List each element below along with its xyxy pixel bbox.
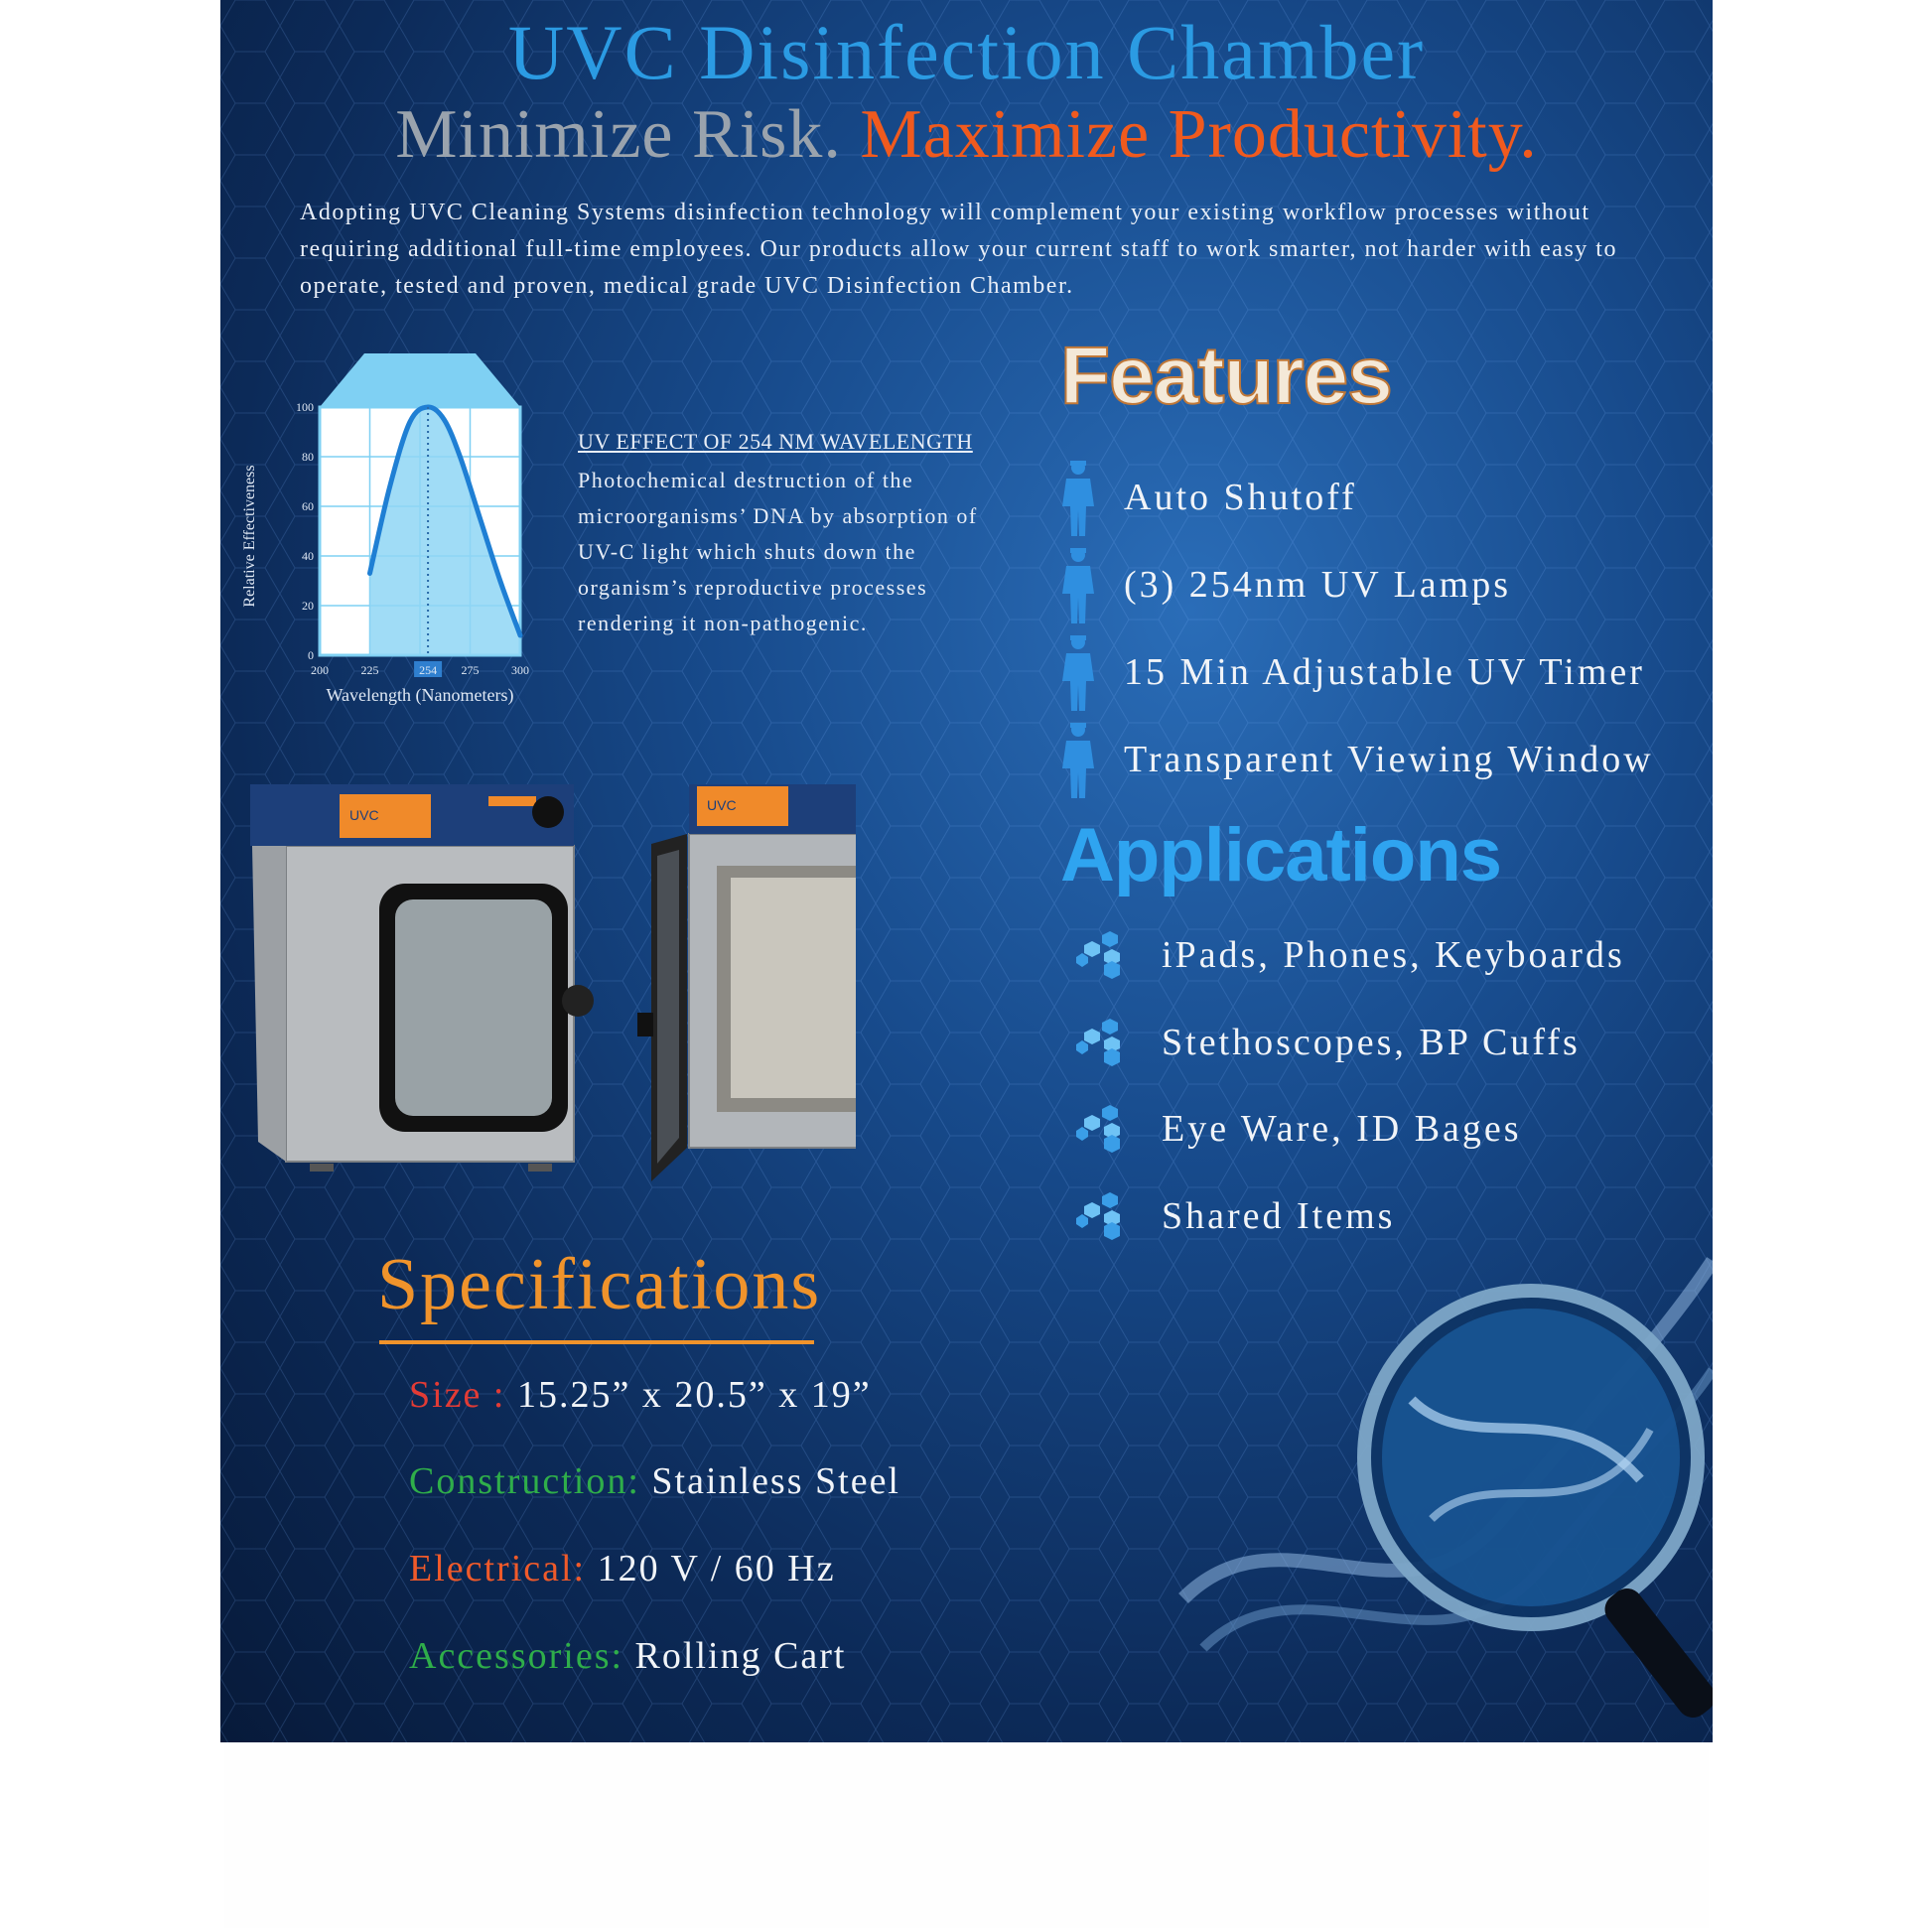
spec-accessories	[409, 1634, 847, 1678]
chart-x-tick-label: 254	[419, 663, 438, 677]
dna-magnifier-illustration	[1144, 1221, 1713, 1742]
feature-item	[1060, 721, 1654, 798]
spec-construction-value: Stainless Steel	[651, 1460, 900, 1502]
tagline-maximize: Maximize Productivity.	[860, 96, 1538, 173]
application-label: iPads, Phones, Keyboards	[1162, 934, 1625, 976]
svg-text:UVC: UVC	[707, 797, 737, 813]
chart-y-tick-label: 0	[308, 648, 314, 662]
specifications-heading: Specifications	[377, 1244, 822, 1325]
feature-item	[1060, 546, 1511, 623]
hexagon-cluster-icon	[1074, 1192, 1130, 1240]
applications-heading: Applications	[1060, 813, 1502, 897]
spec-electrical-label: Electrical:	[409, 1548, 587, 1589]
flyer-banner	[220, 0, 1713, 1742]
intro-paragraph: Adopting UVC Cleaning Systems disinfection technology will complement your existing workflow processes without requiring additional full-time employees. Our products allow your current staff to work smarter, not harder with easy to operate, tested and proven, medical grade UVC Disinfection Chamber.	[300, 200, 1617, 299]
chart-x-tick-label: 225	[360, 663, 379, 677]
chart-x-tick-label: 300	[511, 663, 529, 677]
uv-effect-heading: UV EFFECT OF 254 NM WAVELENGTH	[578, 429, 973, 454]
blank-footer-area	[224, 1743, 1709, 1928]
chart-x-axis-label: Wavelength (Nanometers)	[326, 685, 514, 705]
chart-x-tick-label: 275	[461, 663, 480, 677]
feature-item	[1060, 459, 1357, 536]
chart-y-tick-label: 40	[302, 549, 314, 563]
spec-accessories-value: Rolling Cart	[634, 1635, 847, 1677]
features-heading: Features	[1060, 331, 1392, 421]
spec-construction-label: Construction:	[409, 1460, 640, 1502]
specifications-underline	[379, 1340, 814, 1344]
hexagon-cluster-icon	[1074, 1105, 1130, 1153]
chart-y-tick-label: 60	[302, 499, 314, 513]
flyer-sheet	[220, 0, 1713, 1932]
chart-y-ticks	[296, 400, 314, 662]
person-icon	[1060, 633, 1096, 711]
application-label: Stethoscopes, BP Cuffs	[1162, 1022, 1581, 1063]
feature-item	[1060, 633, 1645, 711]
application-item	[1074, 931, 1625, 979]
application-item	[1074, 1105, 1522, 1153]
tagline	[220, 95, 1713, 175]
chamber-open	[637, 784, 856, 1181]
feature-label: 15 Min Adjustable UV Timer	[1124, 651, 1645, 693]
chart-y-tick-label: 20	[302, 599, 314, 613]
chart-x-ticks	[311, 661, 529, 677]
spec-accessories-label: Accessories:	[409, 1635, 624, 1677]
feature-label: Transparent Viewing Window	[1124, 739, 1654, 780]
chart-x-tick-label: 200	[311, 663, 329, 677]
spec-size-value: 15.25” x 20.5” x 19”	[516, 1374, 872, 1416]
person-icon	[1060, 459, 1096, 536]
feature-label: (3) 254nm UV Lamps	[1124, 564, 1511, 606]
feature-label: Auto Shutoff	[1124, 477, 1357, 518]
spec-construction	[409, 1459, 900, 1503]
application-item	[1074, 1019, 1581, 1066]
spec-size-label: Size :	[409, 1374, 506, 1416]
page-title: UVC Disinfection Chamber	[507, 9, 1426, 95]
uv-chamber-photos	[250, 784, 856, 1191]
person-icon	[1060, 546, 1096, 623]
chart-y-tick-label: 80	[302, 450, 314, 464]
application-label: Shared Items	[1162, 1195, 1396, 1237]
application-label: Eye Ware, ID Bages	[1162, 1108, 1522, 1150]
chamber-closed	[250, 784, 594, 1172]
hexagon-cluster-icon	[1074, 1019, 1130, 1066]
tagline-minimize: Minimize Risk.	[395, 96, 842, 173]
chart-y-axis-label: Relative Effectiveness	[241, 465, 258, 608]
chart-header-shape	[320, 353, 520, 407]
spec-size	[409, 1373, 872, 1417]
svg-text:UVC: UVC	[349, 807, 379, 823]
hexagon-cluster-icon	[1074, 931, 1130, 979]
uv-effect-body: Photochemical destruction of the microorganisms’ DNA by absorption of UV-C light which shuts down the organism’s reproductive processes rendering it non-pathogenic.	[578, 468, 978, 635]
person-icon	[1060, 721, 1096, 798]
spec-electrical-value: 120 V / 60 Hz	[597, 1548, 836, 1589]
chart-y-tick-label: 100	[296, 400, 314, 414]
spec-electrical	[409, 1547, 836, 1590]
